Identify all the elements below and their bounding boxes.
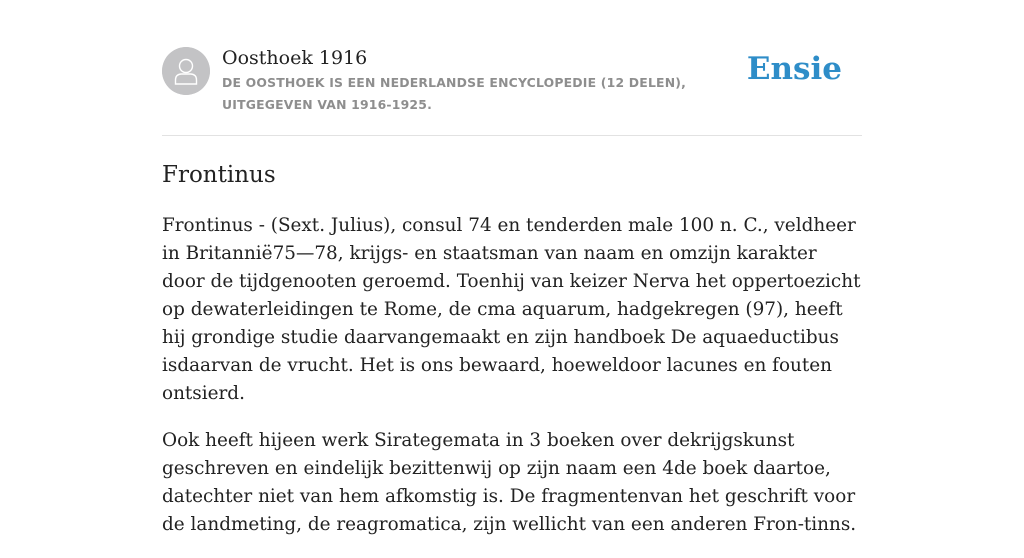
- source-description: DE OOSTHOEK IS EEN NEDERLANDSE ENCYCLOPEDIE (12 DELEN), UITGEGEVEN VAN 1916-1925.: [222, 75, 687, 112]
- source-name[interactable]: Oosthoek 1916: [222, 47, 368, 69]
- entry-body: [162, 212, 864, 558]
- brand-logo[interactable]: Ensie: [746, 51, 842, 87]
- page-container: [162, 0, 862, 535]
- source-header: [162, 0, 862, 136]
- user-avatar-icon: [162, 47, 210, 95]
- body-paragraph: Ook heeft hijeen werk Sirategemata in 3 boeken over dekrijgskunst geschreven en eindelijk bezittenwij op zijn naam een 4de boek daartoe, datechter niet van hem afkomstig is. De fragmentenvan het geschrift voor de landmeting, de reagromatica, zijn wellicht van een anderen Fron-tinns.: [162, 430, 857, 535]
- entry-title: Frontinus: [162, 162, 276, 188]
- body-paragraph: Frontinus - (Sext. Julius), consul 74 en tenderden male 100 n. C., veldheer in Britannië75—78, krijgs- en staatsman van naam en omzijn karakter door de tijdgenooten geroemd. Toenhij van keizer Nerva het oppertoezicht op dewaterleidingen te Rome, de cma aquarum, hadgekregen (97), heeft hij grondige studie daarvangemaakt en zijn handboek De aquaeductibus isdaarvan de vrucht. Het is ons bewaard, hoeweldoor lacunes en fouten ontsierd.: [162, 215, 861, 404]
